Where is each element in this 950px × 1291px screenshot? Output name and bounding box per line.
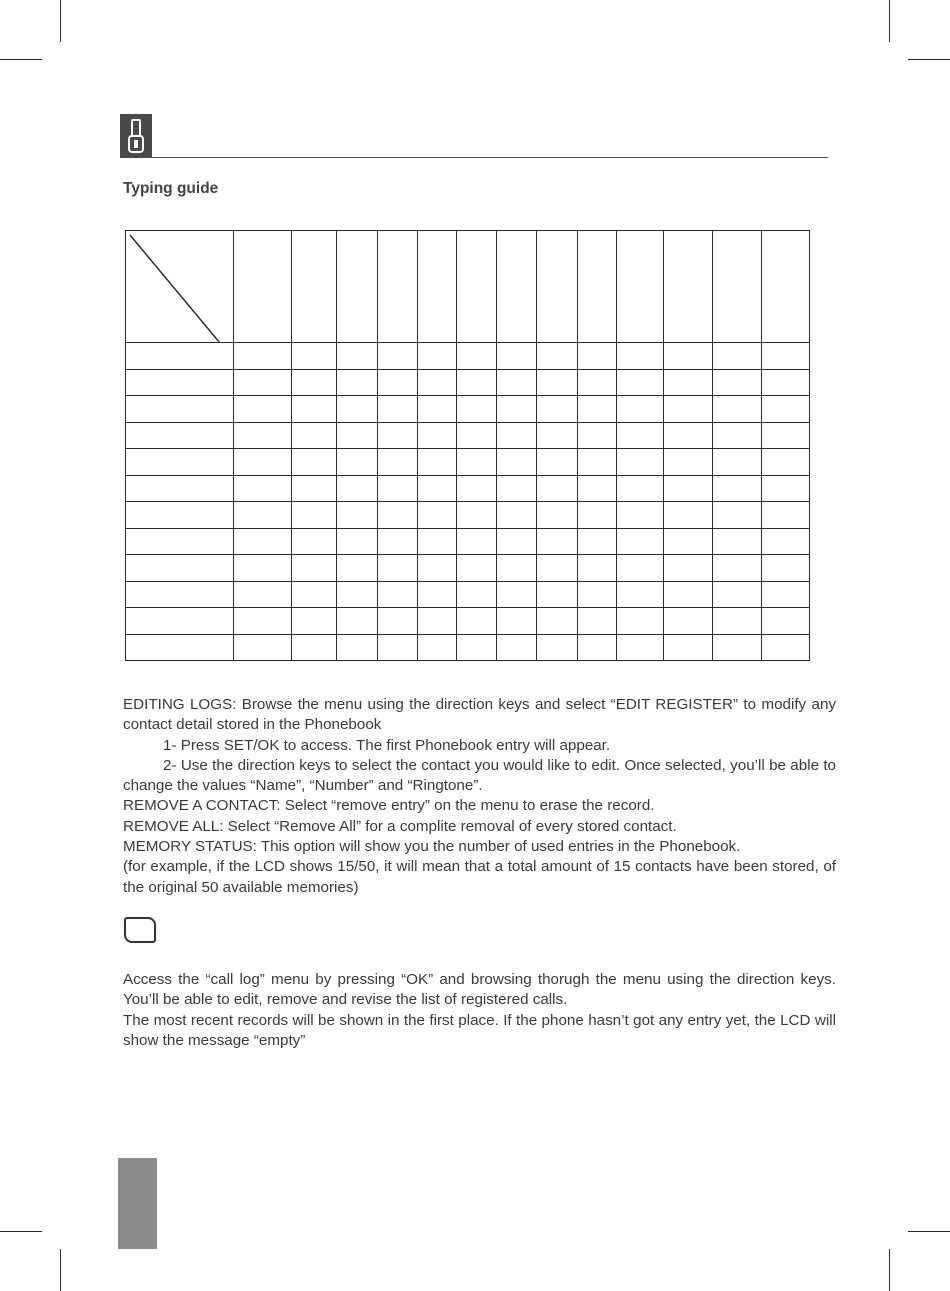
table-cell	[292, 634, 337, 661]
table-cell	[234, 581, 292, 608]
table-cell	[664, 634, 713, 661]
table-cell	[292, 422, 337, 449]
table-cell	[497, 422, 537, 449]
phonebook-handset-icon	[120, 114, 152, 158]
table-cell	[378, 369, 418, 396]
table-row	[126, 475, 810, 502]
table-row	[126, 422, 810, 449]
table-cell	[457, 449, 497, 476]
table-cell	[418, 502, 457, 529]
table-cell	[234, 608, 292, 635]
crop-mark	[0, 59, 42, 60]
table-cell	[292, 555, 337, 582]
remove-contact-text: REMOVE A CONTACT: Select “remove entry” on the menu to erase the record.	[123, 797, 655, 815]
table-cell	[337, 528, 378, 555]
table-cell	[617, 555, 664, 582]
table-cell	[337, 502, 378, 529]
table-cell	[418, 528, 457, 555]
diagonal-slash	[126, 231, 233, 342]
table-cell	[418, 449, 457, 476]
table-cell	[126, 581, 234, 608]
table-cell	[418, 343, 457, 370]
table-cell	[664, 449, 713, 476]
table-row	[126, 634, 810, 661]
table-cell	[418, 422, 457, 449]
table-cell	[497, 396, 537, 423]
table-cell	[292, 475, 337, 502]
step-1-text: 1- Press SET/OK to access. The first Phonebook entry will appear.	[163, 736, 611, 754]
table-cell	[337, 369, 378, 396]
table-cell	[578, 581, 617, 608]
table-cell	[378, 475, 418, 502]
table-cell	[126, 502, 234, 529]
table-cell	[578, 555, 617, 582]
table-cell	[713, 528, 762, 555]
table-cell	[497, 581, 537, 608]
table-cell	[378, 555, 418, 582]
table-cell	[578, 396, 617, 423]
table-cell	[337, 608, 378, 635]
table-cell	[234, 528, 292, 555]
table-cell	[713, 555, 762, 582]
table-cell	[126, 634, 234, 661]
table-cell	[292, 449, 337, 476]
step-2-text: 2- Use the direction keys to select the contact you would like to edit. Once selected, you’ll be able to change the values “Name”, “Number” and “Ringtone”.	[123, 756, 836, 795]
table-cell	[713, 343, 762, 370]
table-cell	[418, 581, 457, 608]
table-cell	[537, 475, 578, 502]
table-cell	[537, 396, 578, 423]
table-cell	[234, 422, 292, 449]
table-cell	[292, 581, 337, 608]
table-row	[126, 528, 810, 555]
table-cell	[578, 369, 617, 396]
table-cell	[497, 608, 537, 635]
table-cell	[234, 369, 292, 396]
table-cell	[457, 475, 497, 502]
table-cell	[126, 396, 234, 423]
table-cell	[617, 396, 664, 423]
table-cell	[713, 396, 762, 423]
table-cell	[457, 528, 497, 555]
call-log-instructions	[123, 970, 836, 1051]
crop-mark	[889, 0, 890, 42]
crop-mark	[908, 1231, 950, 1232]
table-cell	[126, 528, 234, 555]
table-cell	[292, 343, 337, 370]
table-cell	[457, 369, 497, 396]
table-cell	[418, 634, 457, 661]
table-cell	[713, 634, 762, 661]
table-cell	[234, 343, 292, 370]
table-cell	[497, 475, 537, 502]
table-cell	[418, 608, 457, 635]
table-cell	[713, 502, 762, 529]
table-cell	[292, 608, 337, 635]
page-tab-marker	[118, 1158, 157, 1249]
table-cell	[617, 449, 664, 476]
table-cell	[578, 502, 617, 529]
table-cell	[337, 555, 378, 582]
table-cell	[617, 634, 664, 661]
table-cell	[762, 343, 810, 370]
table-cell	[617, 581, 664, 608]
table-cell	[537, 581, 578, 608]
table-cell	[378, 396, 418, 423]
table-cell	[457, 555, 497, 582]
table-cell	[457, 581, 497, 608]
table-cell	[126, 555, 234, 582]
table-cell	[762, 502, 810, 529]
table-cell	[762, 369, 810, 396]
table-cell	[292, 369, 337, 396]
header-rule	[150, 157, 828, 158]
table-cell	[457, 608, 497, 635]
table-cell	[378, 634, 418, 661]
table-cell	[126, 449, 234, 476]
table-cell	[537, 608, 578, 635]
table-header-cell	[234, 231, 292, 343]
table-cell	[378, 502, 418, 529]
table-cell	[617, 528, 664, 555]
table-cell	[457, 634, 497, 661]
table-cell	[337, 634, 378, 661]
table-cell	[713, 608, 762, 635]
table-cell	[337, 581, 378, 608]
table-cell	[126, 369, 234, 396]
table-cell	[617, 422, 664, 449]
table-cell	[234, 502, 292, 529]
table-header-cell	[337, 231, 378, 343]
table-cell	[664, 475, 713, 502]
table-header-cell	[292, 231, 337, 343]
section-title: Typing guide	[123, 180, 219, 197]
table-cell	[418, 396, 457, 423]
table-cell	[578, 528, 617, 555]
table-row	[126, 369, 810, 396]
table-cell	[617, 369, 664, 396]
table-cell	[762, 528, 810, 555]
table-cell	[713, 422, 762, 449]
table-cell	[664, 555, 713, 582]
crop-mark	[60, 0, 61, 42]
table-header-cell	[617, 231, 664, 343]
table-cell	[457, 343, 497, 370]
table-header-row	[126, 231, 810, 343]
table-cell	[713, 581, 762, 608]
table-cell	[337, 449, 378, 476]
table-cell	[537, 502, 578, 529]
table-cell	[664, 581, 713, 608]
call-log-icon	[124, 917, 156, 943]
table-header-cell	[664, 231, 713, 343]
memory-status-text: MEMORY STATUS: This option will show you the number of used entries in the Phonebook.	[123, 838, 741, 856]
table-cell	[664, 528, 713, 555]
table-cell	[762, 555, 810, 582]
table-cell	[762, 634, 810, 661]
table-cell	[617, 343, 664, 370]
table-cell	[234, 555, 292, 582]
table-cell	[497, 369, 537, 396]
table-header-cell	[457, 231, 497, 343]
table-cell	[378, 608, 418, 635]
table-cell	[713, 475, 762, 502]
table-cell	[497, 449, 537, 476]
table-cell	[292, 528, 337, 555]
table-cell	[378, 343, 418, 370]
table-cell	[378, 581, 418, 608]
typing-guide-table	[125, 230, 810, 661]
table-cell	[537, 449, 578, 476]
table-header-cell	[537, 231, 578, 343]
table-cell	[457, 396, 497, 423]
table-cell	[378, 528, 418, 555]
table-cell	[497, 343, 537, 370]
table-cell	[537, 634, 578, 661]
table-cell	[578, 475, 617, 502]
table-cell	[292, 396, 337, 423]
crop-mark	[889, 1249, 890, 1291]
table-cell	[578, 634, 617, 661]
table-cell	[337, 343, 378, 370]
table-header-cell	[418, 231, 457, 343]
table-cell	[617, 475, 664, 502]
memory-example-text: (for example, if the LCD shows 15/50, it will mean that a total amount of 15 contacts have been stored, of the original 50 available memories)	[123, 858, 836, 896]
table-row	[126, 449, 810, 476]
table-header-cell	[762, 231, 810, 343]
table-row	[126, 581, 810, 608]
table-cell	[497, 555, 537, 582]
table-cell	[762, 608, 810, 635]
table-row	[126, 396, 810, 423]
table-cell	[337, 475, 378, 502]
table-cell	[664, 369, 713, 396]
table-cell	[537, 369, 578, 396]
table-cell	[337, 422, 378, 449]
table-cell	[292, 502, 337, 529]
table-cell	[234, 634, 292, 661]
crop-mark	[0, 1231, 42, 1232]
table-row	[126, 343, 810, 370]
table-cell	[378, 422, 418, 449]
table-cell	[418, 369, 457, 396]
call-log-para-2: The most recent records will be shown in the first place. If the phone hasn’t got any entry yet, the LCD will show the message “empty”	[123, 1011, 836, 1049]
phonebook-instructions	[123, 695, 836, 898]
editing-logs-text: EDITING LOGS: Browse the menu using the direction keys and select “EDIT REGISTER” to modify any contact detail stored in the Phonebook	[123, 696, 836, 734]
table-cell	[762, 449, 810, 476]
table-cell	[497, 502, 537, 529]
table-cell	[537, 528, 578, 555]
table-cell	[762, 396, 810, 423]
table-cell	[234, 396, 292, 423]
table-cell	[418, 475, 457, 502]
remove-all-text: REMOVE ALL: Select “Remove All” for a complite removal of every stored contact.	[123, 817, 677, 835]
table-cell	[578, 422, 617, 449]
table-cell	[762, 422, 810, 449]
table-cell	[664, 422, 713, 449]
table-cell	[378, 449, 418, 476]
call-log-para-1: Access the “call log” menu by pressing “OK” and browsing thorugh the menu using the direction keys. You’ll be able to edit, remove and revise the list of registered calls.	[123, 971, 836, 1009]
table-cell	[126, 343, 234, 370]
table-corner-cell	[126, 231, 234, 343]
table-cell	[537, 555, 578, 582]
table-cell	[617, 502, 664, 529]
table-header-cell	[497, 231, 537, 343]
table-row	[126, 555, 810, 582]
table-cell	[713, 449, 762, 476]
table-cell	[762, 581, 810, 608]
table-cell	[126, 422, 234, 449]
table-row	[126, 502, 810, 529]
table-cell	[234, 475, 292, 502]
table-cell	[126, 608, 234, 635]
table-cell	[762, 475, 810, 502]
table-cell	[537, 343, 578, 370]
table-cell	[578, 343, 617, 370]
table-cell	[497, 528, 537, 555]
table-header-cell	[378, 231, 418, 343]
table-cell	[457, 422, 497, 449]
crop-mark	[908, 59, 950, 60]
table-cell	[537, 422, 578, 449]
table-row	[126, 608, 810, 635]
table-cell	[497, 634, 537, 661]
table-cell	[234, 449, 292, 476]
table-cell	[337, 396, 378, 423]
table-header-cell	[713, 231, 762, 343]
table-cell	[713, 369, 762, 396]
table-cell	[664, 396, 713, 423]
table-cell	[617, 608, 664, 635]
table-cell	[418, 555, 457, 582]
table-cell	[457, 502, 497, 529]
table-cell	[578, 608, 617, 635]
table-cell	[664, 502, 713, 529]
table-header-cell	[578, 231, 617, 343]
table-cell	[126, 475, 234, 502]
table-cell	[664, 343, 713, 370]
table-cell	[578, 449, 617, 476]
table-cell	[664, 608, 713, 635]
crop-mark	[60, 1249, 61, 1291]
